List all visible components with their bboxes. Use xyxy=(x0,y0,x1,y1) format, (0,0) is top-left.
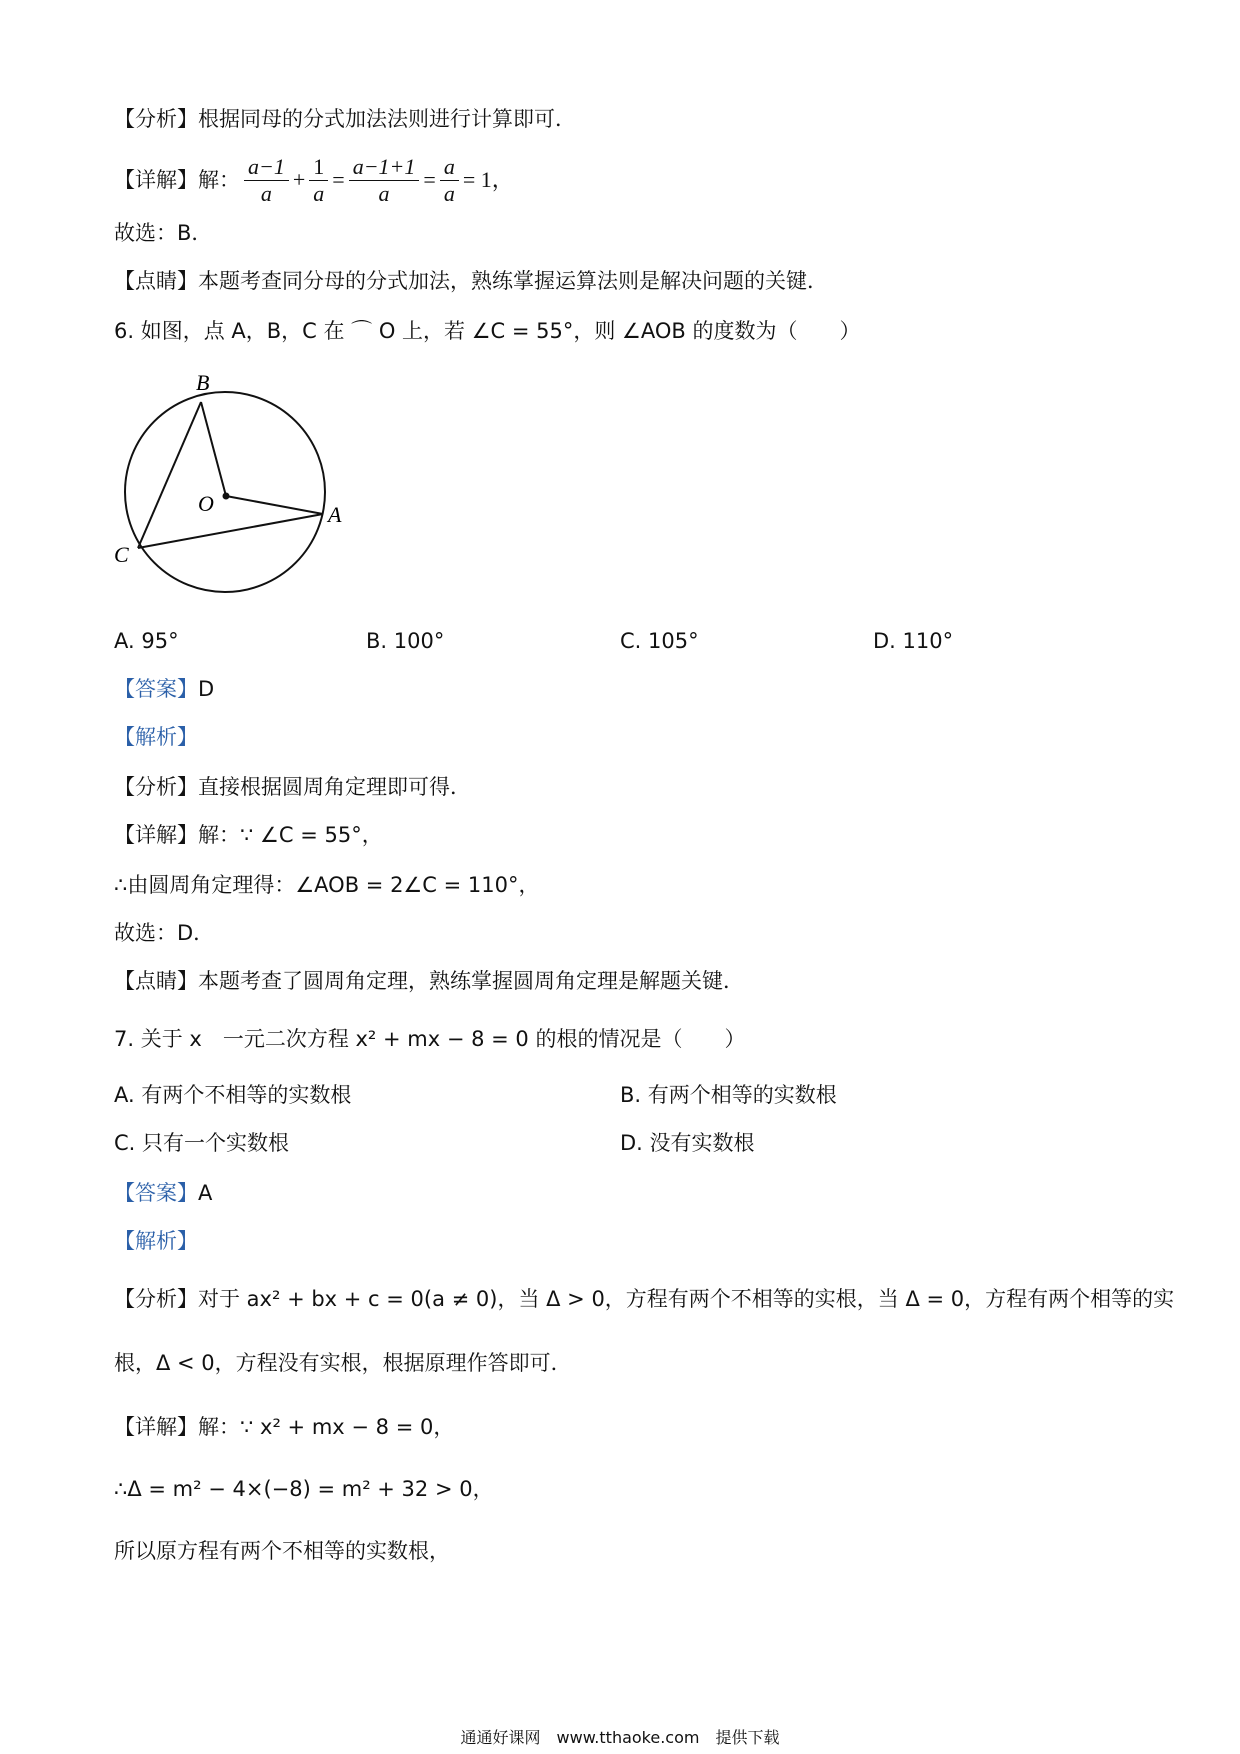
analysis-tag: 【分析】 xyxy=(114,775,198,799)
label-a: A xyxy=(328,502,342,527)
q7-stem: 7. 关于 x 一元二次方程 x² + mx − 8 = 0 的根的情况是（ ） xyxy=(114,1027,746,1051)
segment-ca xyxy=(138,514,323,548)
q6-option-b: B. 100° xyxy=(366,629,445,653)
q6-stem: 6. 如图，点 A，B，C 在 ⌒ O 上，若 ∠C = 55°，则 ∠AOB 的度数为（ ） xyxy=(114,319,861,343)
detail-tag: 【详解】 xyxy=(114,168,198,192)
answer-value: A xyxy=(198,1181,213,1205)
segment-ob xyxy=(201,402,226,496)
q7-option-d: D. 没有实数根 xyxy=(620,1131,755,1155)
segment-bc xyxy=(138,402,201,548)
answer-value: D xyxy=(198,677,215,701)
circle-figure xyxy=(110,366,350,606)
label-b: B xyxy=(196,370,210,395)
q6-analysis xyxy=(114,772,471,802)
answer-tag: 【答案】 xyxy=(114,677,198,701)
q7-answer xyxy=(114,1178,212,1208)
q6-detail xyxy=(114,820,383,850)
label-c: C xyxy=(114,542,129,567)
analysis-text: 直接根据圆周角定理即可得． xyxy=(198,775,471,799)
center-point xyxy=(223,493,230,500)
q6-option-c: C. 105° xyxy=(620,629,699,653)
answer-tag: 【答案】 xyxy=(114,1181,198,1205)
q5-result: = 1， xyxy=(462,167,514,192)
fraction-4: $\frac{a}{a}$ xyxy=(440,154,459,207)
page-footer: 通通好课网 www.tthaoke.com 提供下载 xyxy=(460,1728,780,1747)
segment-oa xyxy=(226,496,323,514)
q6-answer xyxy=(114,674,214,704)
analysis-line-1: 对于 ax² + bx + c = 0(a ≠ 0)，当 Δ > 0，方程有两个不相等的实根，当 Δ = 0，方程有两个相等的实 xyxy=(198,1287,1175,1311)
comment-text: 本题考查同分母的分式加法，熟练掌握运算法则是解决问题的关键． xyxy=(198,269,828,293)
q6-comment xyxy=(114,966,744,996)
analysis-text: 根据同母的分式加法法则进行计算即可． xyxy=(198,107,576,131)
detail-line-1: 解：∵ x² + mx − 8 = 0， xyxy=(198,1415,455,1439)
q5-detail: 【详解】 解： $\frac{a-1}{a}$ + $\frac{1}{a}$ = $\frac{a-1+1}{a}$ = $\frac{a}{a}$ = 1， xyxy=(114,153,514,206)
label-o: O xyxy=(198,491,214,516)
analysis-tag: 【分析】 xyxy=(114,107,198,131)
detail-line-1: 解：∵ ∠C = 55°， xyxy=(198,823,383,847)
analysis-tag: 【分析】 xyxy=(114,1287,198,1311)
fraction-1: $\frac{a-1}{a}$ xyxy=(244,154,289,207)
q7-detail-line-2: ∴Δ = m² − 4×(−8) = m² + 32 > 0， xyxy=(114,1477,494,1501)
q7-analysis xyxy=(114,1284,1174,1314)
q7-analysis-line-2: 根，Δ < 0，方程没有实根，根据原理作答即可． xyxy=(114,1351,572,1375)
fraction-3: $\frac{a-1+1}{a}$ xyxy=(349,154,420,207)
fraction-2: $\frac{1}{a}$ xyxy=(309,154,328,207)
q7-jiexi: 【解析】 xyxy=(114,1229,198,1253)
q6-option-d: D. 110° xyxy=(873,629,954,653)
q7-detail xyxy=(114,1412,454,1442)
q5-comment xyxy=(114,266,828,296)
q7-option-a: A. 有两个不相等的实数根 xyxy=(114,1083,352,1107)
comment-tag: 【点睛】 xyxy=(114,969,198,993)
q5-choice: 故选：B． xyxy=(114,221,213,245)
q7-option-b: B. 有两个相等的实数根 xyxy=(620,1083,837,1107)
q6-detail-line-2: ∴由圆周角定理得：∠AOB = 2∠C = 110°， xyxy=(114,873,540,897)
q7-detail-line-3: 所以原方程有两个不相等的实数根， xyxy=(114,1539,450,1563)
q6-option-a: A. 95° xyxy=(114,629,179,653)
q7-option-c: C. 只有一个实数根 xyxy=(114,1131,290,1155)
comment-text: 本题考查了圆周角定理，熟练掌握圆周角定理是解题关键． xyxy=(198,969,744,993)
detail-tag: 【详解】 xyxy=(114,823,198,847)
q6-jiexi: 【解析】 xyxy=(114,725,198,749)
comment-tag: 【点睛】 xyxy=(114,269,198,293)
q5-analysis xyxy=(114,104,576,134)
q6-choice: 故选：D． xyxy=(114,921,215,945)
detail-tag: 【详解】 xyxy=(114,1415,198,1439)
detail-prefix: 解： xyxy=(198,168,240,192)
